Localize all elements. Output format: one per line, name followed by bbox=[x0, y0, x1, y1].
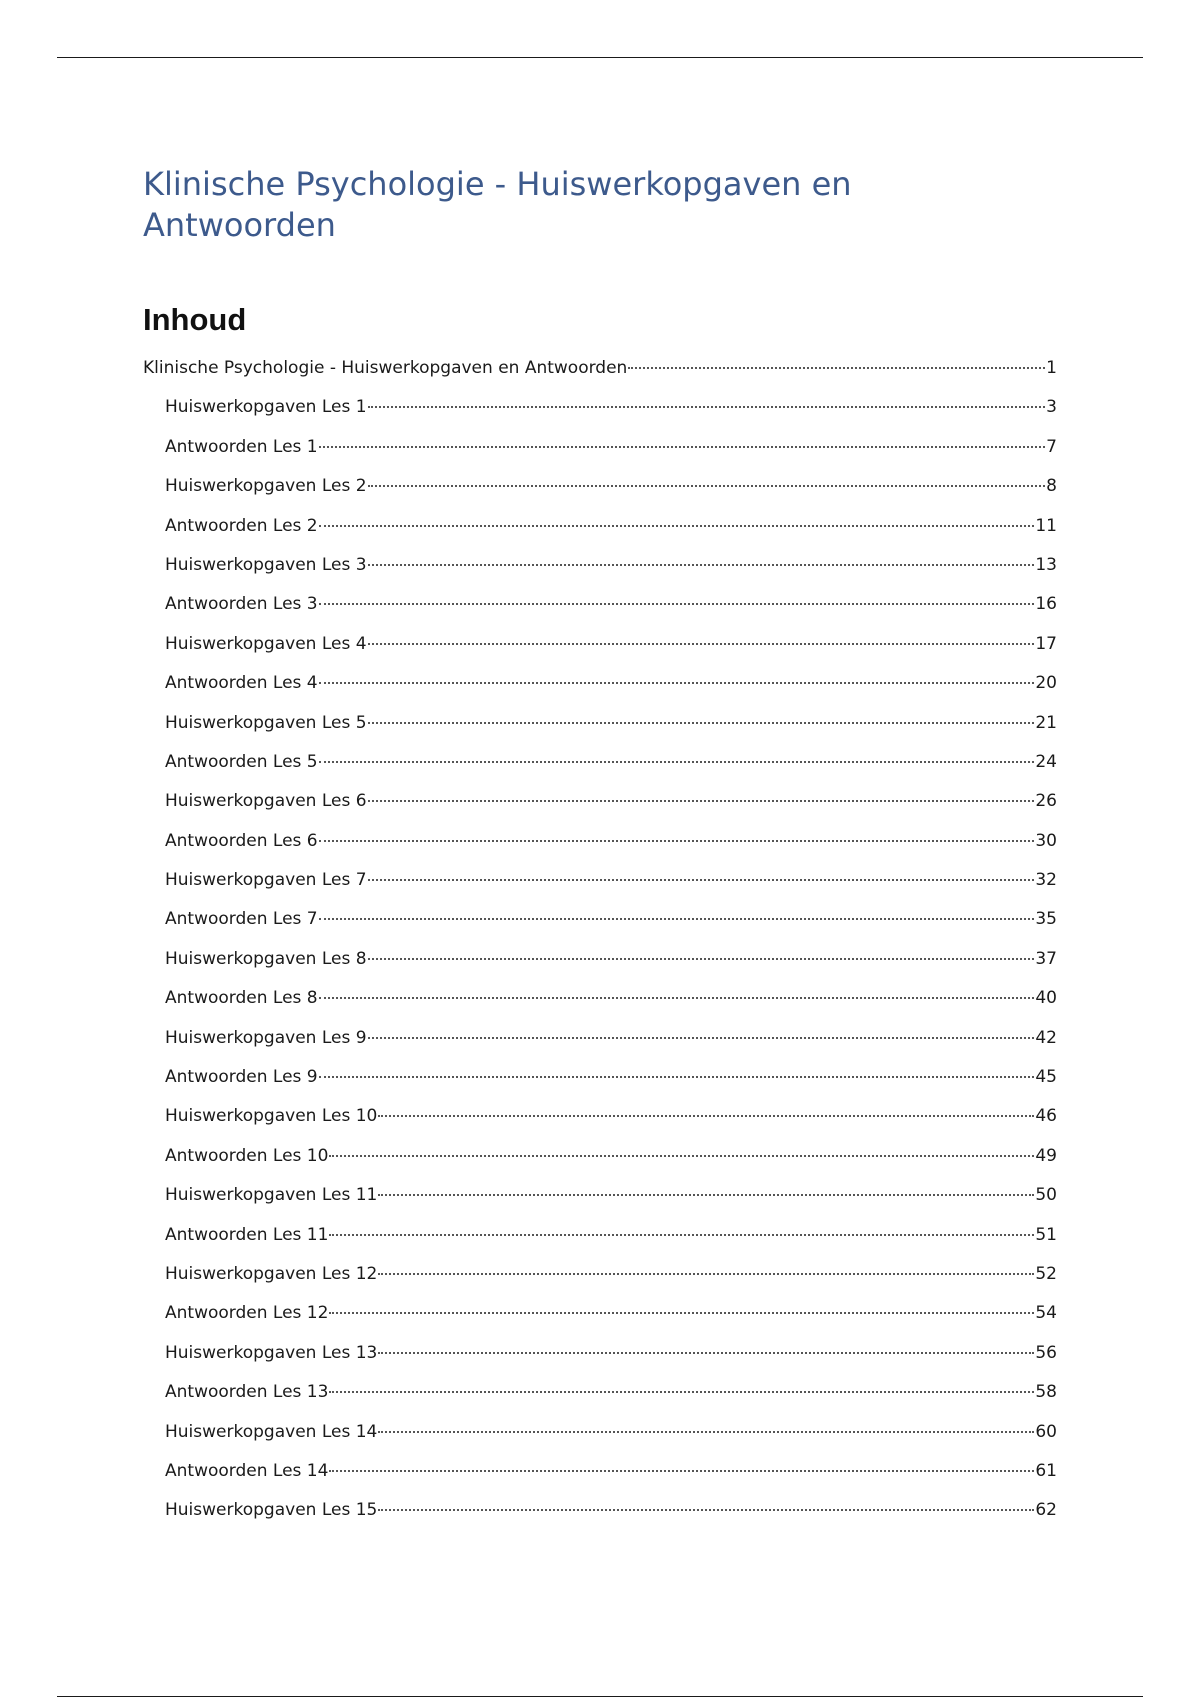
toc-entry-page: 45 bbox=[1035, 1067, 1057, 1088]
toc-entry[interactable] bbox=[143, 514, 1057, 553]
toc-entry-page: 60 bbox=[1035, 1421, 1057, 1442]
toc-dot-leader bbox=[319, 1076, 1035, 1078]
toc-entry-label: Antwoorden Les 3 bbox=[165, 594, 318, 615]
toc-entry-label: Antwoorden Les 2 bbox=[165, 515, 318, 536]
toc-dot-leader bbox=[368, 406, 1046, 408]
toc-entry[interactable] bbox=[143, 711, 1057, 750]
toc-entry[interactable] bbox=[143, 1420, 1057, 1459]
toc-entry-page: 1 bbox=[1046, 358, 1057, 378]
toc-entry[interactable] bbox=[143, 474, 1057, 513]
toc-entry[interactable] bbox=[143, 435, 1057, 474]
toc-dot-leader bbox=[368, 485, 1046, 487]
toc-entry-page: 26 bbox=[1035, 791, 1057, 812]
toc-entry-page: 49 bbox=[1035, 1145, 1057, 1166]
toc-entry-page: 56 bbox=[1035, 1342, 1057, 1363]
toc-entry-label: Huiswerkopgaven Les 2 bbox=[165, 476, 367, 497]
toc-entry[interactable] bbox=[143, 1144, 1057, 1183]
toc-entry-label: Antwoorden Les 7 bbox=[165, 909, 318, 930]
toc-entry-page: 21 bbox=[1035, 712, 1057, 733]
toc-entry[interactable] bbox=[143, 592, 1057, 631]
toc-entry-label: Huiswerkopgaven Les 10 bbox=[165, 1106, 378, 1127]
toc-entry-page: 11 bbox=[1035, 515, 1057, 536]
toc-entry[interactable] bbox=[143, 907, 1057, 946]
toc-heading: Inhoud bbox=[143, 302, 247, 337]
toc-entry-label: Klinische Psychologie - Huiswerkopgaven en Antwoorden bbox=[143, 358, 628, 378]
toc-dot-leader bbox=[368, 643, 1035, 645]
toc-dot-leader bbox=[368, 564, 1035, 566]
toc-dot-leader bbox=[378, 1273, 1034, 1275]
toc-entry-page: 51 bbox=[1035, 1224, 1057, 1245]
toc-entry-label: Antwoorden Les 4 bbox=[165, 673, 318, 694]
toc-dot-leader bbox=[319, 682, 1035, 684]
toc-entry[interactable] bbox=[143, 986, 1057, 1025]
toc-dot-leader bbox=[319, 603, 1035, 605]
toc-dot-leader bbox=[319, 918, 1035, 920]
toc-entry-label: Antwoorden Les 12 bbox=[165, 1303, 329, 1324]
toc-dot-leader bbox=[368, 958, 1035, 960]
toc-entry-page: 17 bbox=[1035, 633, 1057, 654]
toc-entry-label: Antwoorden Les 9 bbox=[165, 1067, 318, 1088]
toc-entry[interactable] bbox=[143, 1262, 1057, 1301]
toc-dot-leader bbox=[319, 840, 1035, 842]
toc-entry[interactable] bbox=[143, 632, 1057, 671]
toc-entry-label: Huiswerkopgaven Les 14 bbox=[165, 1421, 378, 1442]
toc-entry-page: 7 bbox=[1046, 436, 1057, 457]
toc-entry[interactable] bbox=[143, 671, 1057, 710]
footer-rule bbox=[57, 1696, 1143, 1697]
toc-entry-page: 8 bbox=[1046, 476, 1057, 497]
toc-entry[interactable] bbox=[143, 1301, 1057, 1340]
toc-entry[interactable] bbox=[143, 1026, 1057, 1065]
toc-entry-page: 24 bbox=[1035, 751, 1057, 772]
toc-dot-leader bbox=[368, 879, 1035, 881]
toc-dot-leader bbox=[368, 722, 1035, 724]
toc-entry[interactable] bbox=[143, 829, 1057, 868]
toc-entry[interactable] bbox=[143, 1104, 1057, 1143]
toc-entry[interactable] bbox=[143, 1065, 1057, 1104]
toc-dot-leader bbox=[378, 1431, 1034, 1433]
toc-dot-leader bbox=[329, 1312, 1034, 1314]
toc-entry[interactable] bbox=[143, 356, 1057, 395]
toc-entry-page: 37 bbox=[1035, 948, 1057, 969]
header-rule bbox=[57, 57, 1143, 58]
toc-entry-label: Antwoorden Les 6 bbox=[165, 830, 318, 851]
toc-entry-page: 42 bbox=[1035, 1027, 1057, 1048]
toc-entry-page: 46 bbox=[1035, 1106, 1057, 1127]
toc-entry-label: Huiswerkopgaven Les 13 bbox=[165, 1342, 378, 1363]
toc-dot-leader bbox=[378, 1115, 1034, 1117]
toc-entry-label: Antwoorden Les 11 bbox=[165, 1224, 329, 1245]
toc-entry-label: Antwoorden Les 8 bbox=[165, 988, 318, 1009]
toc-entry-label: Antwoorden Les 14 bbox=[165, 1460, 329, 1481]
toc-entry-label: Huiswerkopgaven Les 5 bbox=[165, 712, 367, 733]
toc-entry-page: 62 bbox=[1035, 1500, 1057, 1521]
toc-entry[interactable] bbox=[143, 789, 1057, 828]
toc-entry-page: 54 bbox=[1035, 1303, 1057, 1324]
toc-entry-label: Huiswerkopgaven Les 7 bbox=[165, 870, 367, 891]
toc-entry[interactable] bbox=[143, 553, 1057, 592]
toc-entry-label: Huiswerkopgaven Les 6 bbox=[165, 791, 367, 812]
toc-dot-leader bbox=[319, 997, 1035, 999]
toc-entry-label: Huiswerkopgaven Les 12 bbox=[165, 1263, 378, 1284]
toc-dot-leader bbox=[329, 1391, 1034, 1393]
toc-entry-label: Huiswerkopgaven Les 4 bbox=[165, 633, 367, 654]
toc-entry-label: Huiswerkopgaven Les 1 bbox=[165, 397, 367, 418]
toc-dot-leader bbox=[319, 761, 1035, 763]
toc-entry[interactable] bbox=[143, 868, 1057, 907]
toc-entry[interactable] bbox=[143, 750, 1057, 789]
toc-dot-leader bbox=[368, 1037, 1035, 1039]
toc-entry-page: 3 bbox=[1046, 397, 1057, 418]
toc-dot-leader bbox=[329, 1234, 1034, 1236]
toc-entry[interactable] bbox=[143, 947, 1057, 986]
toc-entry[interactable] bbox=[143, 395, 1057, 434]
toc-entry-page: 40 bbox=[1035, 988, 1057, 1009]
table-of-contents bbox=[143, 356, 1057, 1538]
toc-dot-leader bbox=[329, 1470, 1034, 1472]
toc-entry-page: 32 bbox=[1035, 870, 1057, 891]
toc-entry[interactable] bbox=[143, 1380, 1057, 1419]
toc-entry-page: 16 bbox=[1035, 594, 1057, 615]
toc-entry-page: 13 bbox=[1035, 554, 1057, 575]
toc-dot-leader bbox=[319, 446, 1046, 448]
toc-entry[interactable] bbox=[143, 1498, 1057, 1537]
toc-entry-page: 20 bbox=[1035, 673, 1057, 694]
document-title: Klinische Psychologie - Huiswerkopgaven en Antwoorden bbox=[143, 165, 852, 244]
toc-entry-page: 35 bbox=[1035, 909, 1057, 930]
toc-entry[interactable] bbox=[143, 1223, 1057, 1262]
toc-entry-label: Antwoorden Les 10 bbox=[165, 1145, 329, 1166]
toc-dot-leader bbox=[329, 1155, 1034, 1157]
toc-entry-page: 30 bbox=[1035, 830, 1057, 851]
toc-entry-page: 58 bbox=[1035, 1382, 1057, 1403]
toc-entry-label: Huiswerkopgaven Les 8 bbox=[165, 948, 367, 969]
toc-entry[interactable] bbox=[143, 1183, 1057, 1222]
toc-entry-label: Antwoorden Les 1 bbox=[165, 436, 318, 457]
toc-entry-label: Huiswerkopgaven Les 15 bbox=[165, 1500, 378, 1521]
toc-entry-page: 61 bbox=[1035, 1460, 1057, 1481]
toc-entry-label: Huiswerkopgaven Les 11 bbox=[165, 1185, 378, 1206]
toc-dot-leader bbox=[378, 1352, 1034, 1354]
toc-entry-page: 52 bbox=[1035, 1263, 1057, 1284]
toc-dot-leader bbox=[368, 800, 1035, 802]
toc-dot-leader bbox=[319, 525, 1035, 527]
toc-entry-label: Antwoorden Les 13 bbox=[165, 1382, 329, 1403]
toc-dot-leader bbox=[628, 367, 1045, 369]
toc-dot-leader bbox=[378, 1194, 1034, 1196]
toc-dot-leader bbox=[378, 1509, 1034, 1511]
toc-entry[interactable] bbox=[143, 1341, 1057, 1380]
toc-entry[interactable] bbox=[143, 1459, 1057, 1498]
toc-entry-page: 50 bbox=[1035, 1185, 1057, 1206]
toc-entry-label: Huiswerkopgaven Les 3 bbox=[165, 554, 367, 575]
toc-entry-label: Huiswerkopgaven Les 9 bbox=[165, 1027, 367, 1048]
toc-entry-label: Antwoorden Les 5 bbox=[165, 751, 318, 772]
